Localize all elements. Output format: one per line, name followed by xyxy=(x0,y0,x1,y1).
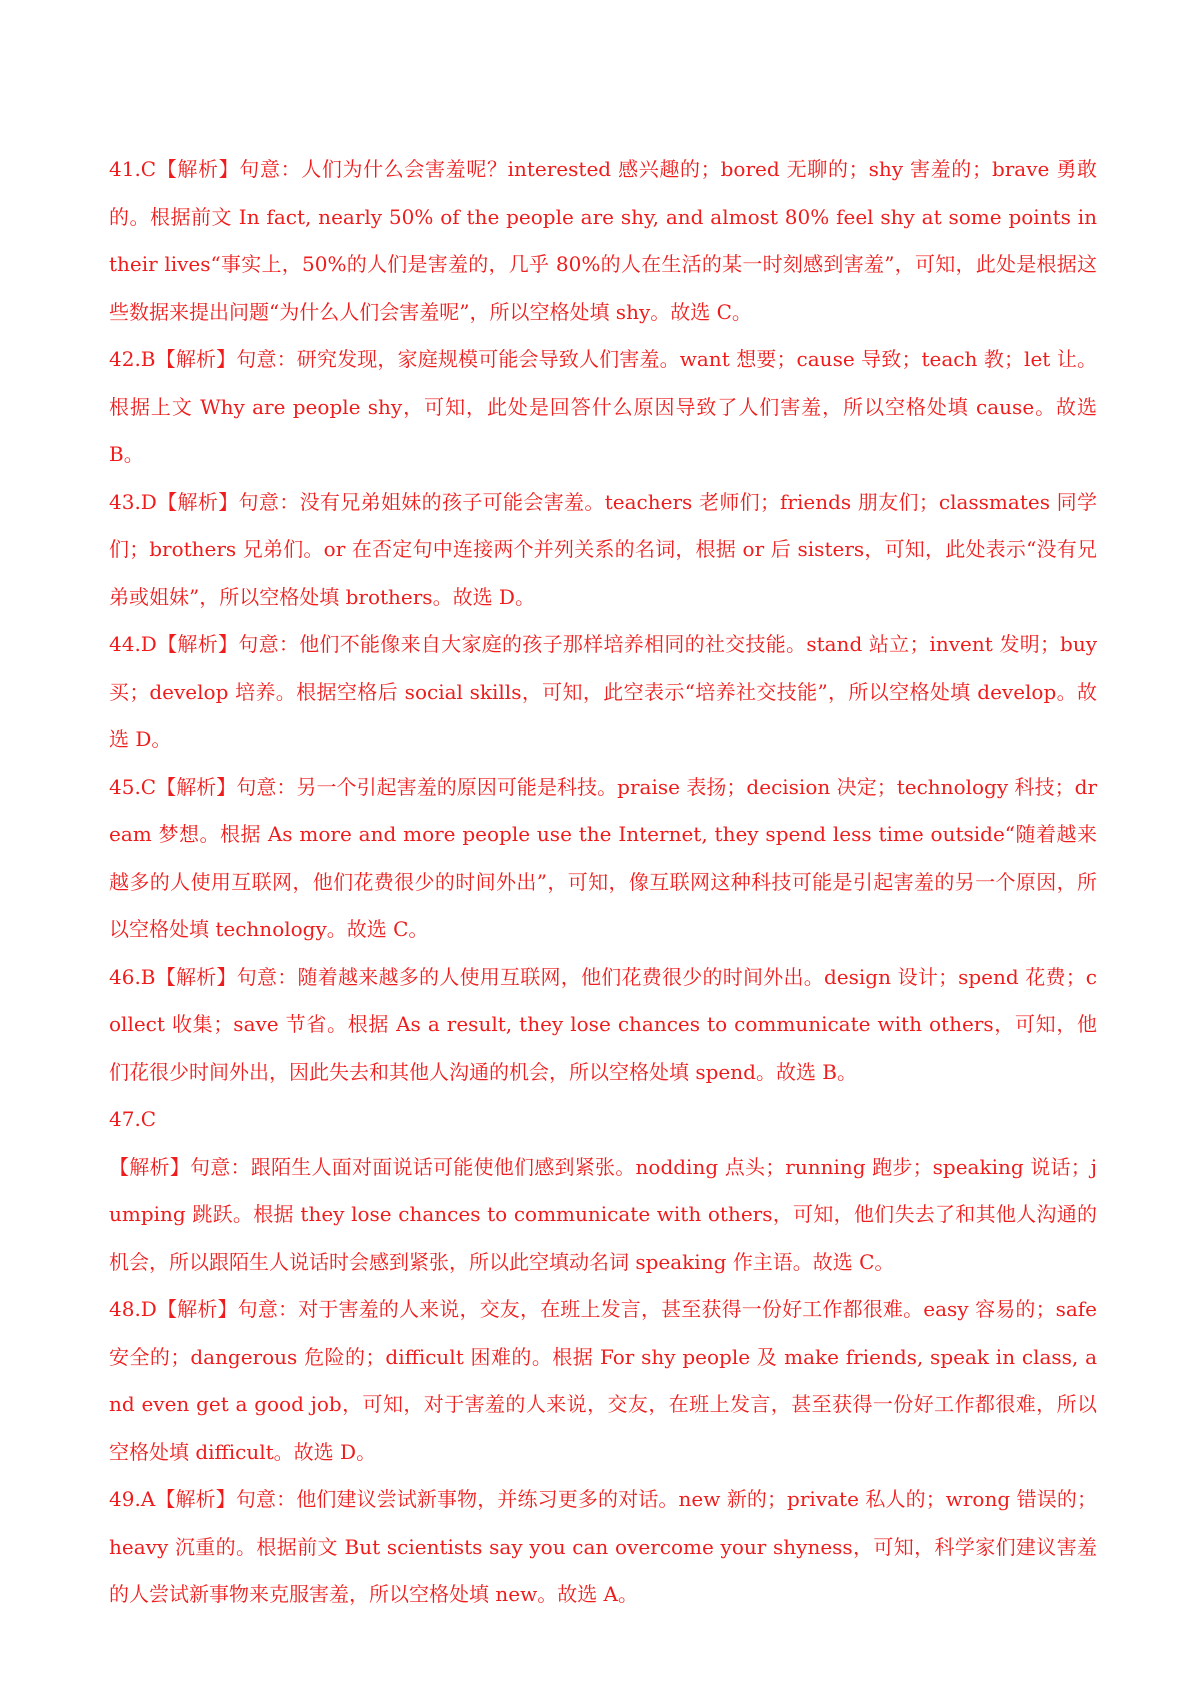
explanation-43: 43.D【解析】句意：没有兄弟姐妹的孩子可能会害羞。teachers 老师们；friends 朋友们；classmates 同学们；brothers 兄弟们。or 在否定句中连接两个并列关系的名词，根据 or 后 sisters，可知，此处表示“没有兄弟或姐妹”，所以空格处填 brothers。故选 D。 xyxy=(109,489,1097,609)
explanation-44: 44.D【解析】句意：他们不能像来自大家庭的孩子那样培养相同的社交技能。stand 站立；invent 发明；buy 买；develop 培养。根据空格后 social skills，可知，此空表示“培养社交技能”，所以空格处填 develop。故选 D。 xyxy=(109,632,1097,751)
explanation-47: 【解析】句意：跟陌生人面对面说话可能使他们感到紧张。nodding 点头；running 跑步；speaking 说话；jumping 跳跃。根据 they lose chances to communicate with others，可知，他们失去了和其他人沟通的机会，所以跟陌生人说话时会感到紧张，所以此空填动名词 speaking 作主语。故选 C。 xyxy=(109,1154,1097,1274)
explanation-45: 45.C【解析】句意：另一个引起害羞的原因可能是科技。praise 表扬；decision 决定；technology 科技；dream 梦想。根据 As more and more people use the Internet, they spend less time outside“随着越来越多的人使用互联网，他们花费很少的时间外出”，可知，像互联网这种科技可能是引起害羞的另一个原因，所以空格处填 technology。故选 C。 xyxy=(109,774,1097,941)
explanation-48: 48.D【解析】句意：对于害羞的人来说，交友，在班上发言，甚至获得一份好工作都很难。easy 容易的；safe 安全的；dangerous 危险的；difficult 困难的。根据 For shy people 及 make friends, speak in class, and even get a good job，可知，对于害羞的人来说，交友，在班上发言，甚至获得一份好工作都很难，所以空格处填 difficult。故选 D。 xyxy=(109,1297,1097,1464)
explanation-41: 41.C【解析】句意：人们为什么会害羞呢？interested 感兴趣的；bored 无聊的；shy 害羞的；brave 勇敢的。根据前文 In fact, nearly 50% of the people are shy, and almost 80% feel shy at some points in their lives“事实上，50%的人们是害羞的，几乎 80%的人在生活的某一时刻感到害羞”，可知，此处是根据这些数据来提出问题“为什么人们会害羞呢”，所以空格处填 shy。故选 C。 xyxy=(109,157,1097,324)
answer-47: 47.C xyxy=(109,1107,157,1131)
explanation-46: 46.B【解析】句意：随着越来越多的人使用互联网，他们花费很少的时间外出。design 设计；spend 花费；collect 收集；save 节省。根据 As a result, they lose chances to communicate with others，可知，他们花很少时间外出，因此失去和其他人沟通的机会，所以空格处填 spend。故选 B。 xyxy=(109,964,1097,1084)
explanation-49: 49.A【解析】句意：他们建议尝试新事物，并练习更多的对话。new 新的；private 私人的；wrong 错误的；heavy 沉重的。根据前文 But scientists say you can overcome your shyness，可知，科学家们建议害羞的人尝试新事物来克服害羞，所以空格处填 new。故选 A。 xyxy=(109,1487,1097,1606)
explanation-42: 42.B【解析】句意：研究发现，家庭规模可能会导致人们害羞。want 想要；cause 导致；teach 教；let 让。根据上文 Why are people shy，可知，此处是回答什么原因导致了人们害羞，所以空格处填 cause。故选 B。 xyxy=(109,347,1097,466)
answer-explanations xyxy=(109,146,1097,1619)
